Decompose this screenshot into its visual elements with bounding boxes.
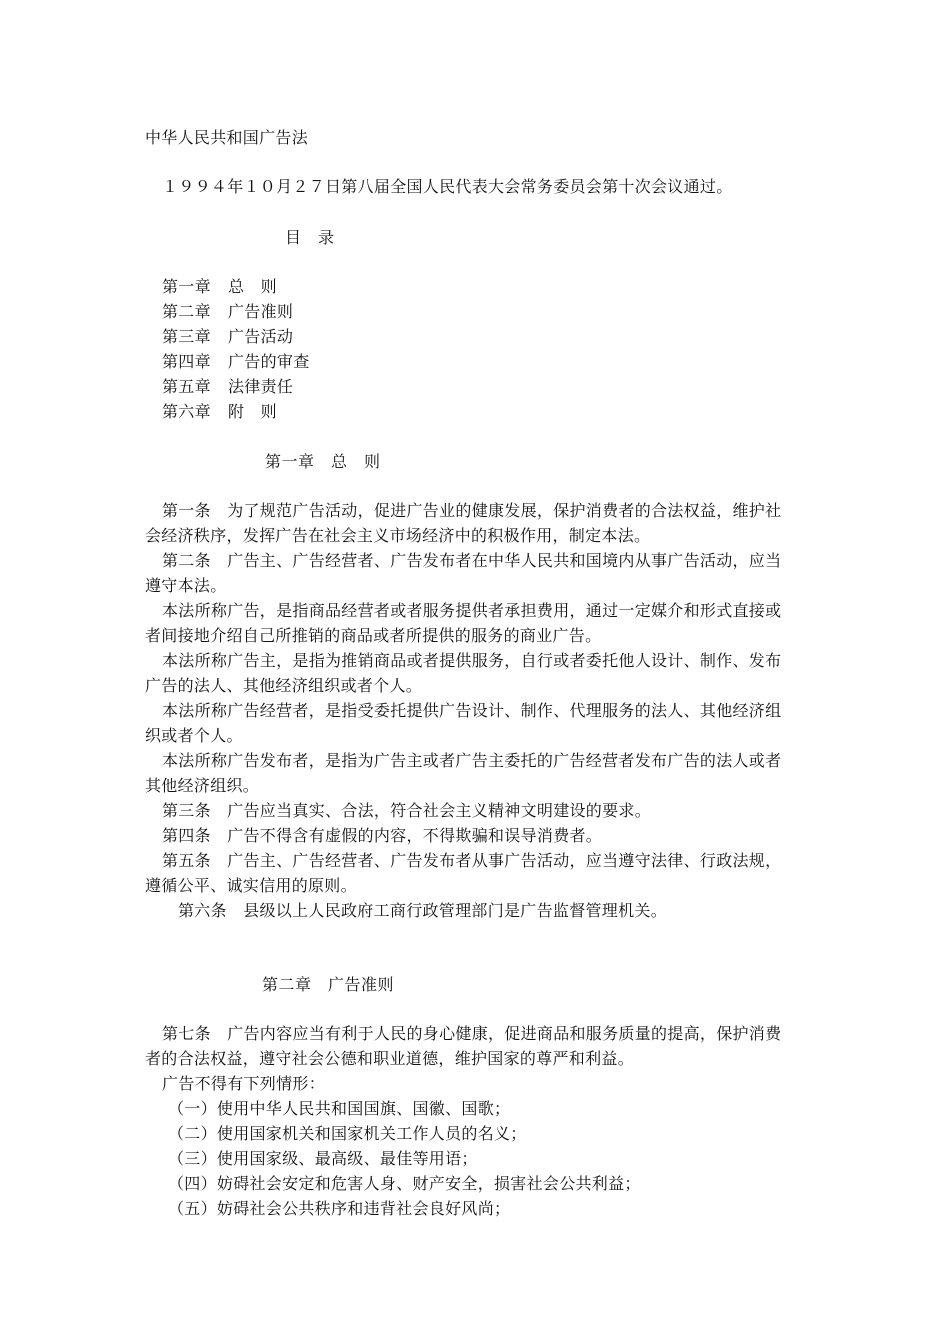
article-7-line-2: 者的合法权益，遵守社会公德和职业道德，维护国家的尊严和利益。 (145, 1049, 635, 1068)
list-item: （四）妨碍社会安定和危害人身、财产安全，损害社会公共利益； (168, 1174, 641, 1193)
toc-item-number: 第四章 (162, 352, 211, 371)
toc-item (162, 301, 827, 323)
toc-item (162, 326, 827, 348)
paragraph-line: 广告不得有下列情形： (162, 1074, 326, 1093)
toc-item-number: 第一章 (162, 277, 211, 296)
toc-item-name: 法律责任 (228, 377, 294, 396)
list-item: （二）使用国家机关和国家机关工作人员的名义； (168, 1124, 527, 1143)
paragraph-line: 广告的法人、其他经济组织或者个人。 (145, 676, 423, 695)
toc-heading: 目 录 (285, 228, 335, 247)
enactment-note: １９９４年１０月２７日第八届全国人民代表大会常务委员会第十次会议通过。 (162, 177, 733, 196)
toc-item (162, 376, 827, 398)
toc-item-name: 附 则 (228, 402, 277, 421)
article-5-line-1: 第五条 广告主、广告经营者、广告发布者从事广告活动，应当遵守法律、行政法规， (162, 851, 782, 870)
paragraph-line: 者间接地介绍自己所推销的商品或者所提供的服务的商业广告。 (145, 626, 602, 645)
article-2-line-1: 第二条 广告主、广告经营者、广告发布者在中华人民共和国境内从事广告活动，应当 (162, 551, 782, 570)
toc-item (162, 351, 827, 373)
toc-item-number: 第五章 (162, 377, 211, 396)
paragraph-line: 本法所称广告经营者，是指受委托提供广告设计、制作、代理服务的法人、其他经济组 (162, 701, 782, 720)
toc-item-name: 总 则 (228, 277, 277, 296)
list-item: （五）妨碍社会公共秩序和违背社会良好风尚； (168, 1199, 511, 1218)
article-2-line-2: 遵守本法。 (145, 576, 227, 595)
toc-item-number: 第六章 (162, 402, 211, 421)
document-title: 中华人民共和国广告法 (145, 128, 309, 147)
toc-item-name: 广告的审查 (228, 352, 310, 371)
toc-item (162, 276, 827, 298)
article-1-line-1: 第一条 为了规范广告活动，促进广告业的健康发展，保护消费者的合法权益，维护社 (162, 501, 782, 520)
article-5-line-2: 遵循公平、诚实信用的原则。 (145, 876, 357, 895)
toc-item (162, 401, 827, 423)
list-item: （三）使用国家级、最高级、最佳等用语； (168, 1149, 478, 1168)
article-4: 第四条 广告不得含有虚假的内容，不得欺骗和误导消费者。 (162, 826, 603, 845)
paragraph-line: 其他经济组织。 (145, 776, 260, 795)
list-item: （一）使用中华人民共和国国旗、国徽、国歌； (168, 1099, 511, 1118)
toc-item-number: 第三章 (162, 327, 211, 346)
paragraph-line: 织或者个人。 (145, 726, 243, 745)
article-1-line-2: 会经济秩序，发挥广告在社会主义市场经济中的积极作用，制定本法。 (145, 526, 651, 545)
paragraph-line: 本法所称广告发布者，是指为广告主或者广告主委托的广告经营者发布广告的法人或者 (162, 751, 782, 770)
toc-item-name: 广告活动 (228, 327, 294, 346)
toc-item-number: 第二章 (162, 302, 211, 321)
chapter-2-heading: 第二章 广告准则 (262, 975, 395, 994)
article-6: 第六条 县级以上人民政府工商行政管理部门是广告监督管理机关。 (178, 901, 668, 920)
paragraph-line: 本法所称广告，是指商品经营者或者服务提供者承担费用，通过一定媒介和形式直接或 (162, 601, 782, 620)
article-7-line-1: 第七条 广告内容应当有利于人民的身心健康，促进商品和服务质量的提高，保护消费 (162, 1024, 782, 1043)
chapter-1-heading: 第一章 总 则 (265, 452, 381, 471)
toc-item-name: 广告准则 (228, 302, 294, 321)
paragraph-line: 本法所称广告主，是指为推销商品或者提供服务，自行或者委托他人设计、制作、发布 (162, 651, 782, 670)
article-3: 第三条 广告应当真实、合法，符合社会主义精神文明建设的要求。 (162, 801, 652, 820)
